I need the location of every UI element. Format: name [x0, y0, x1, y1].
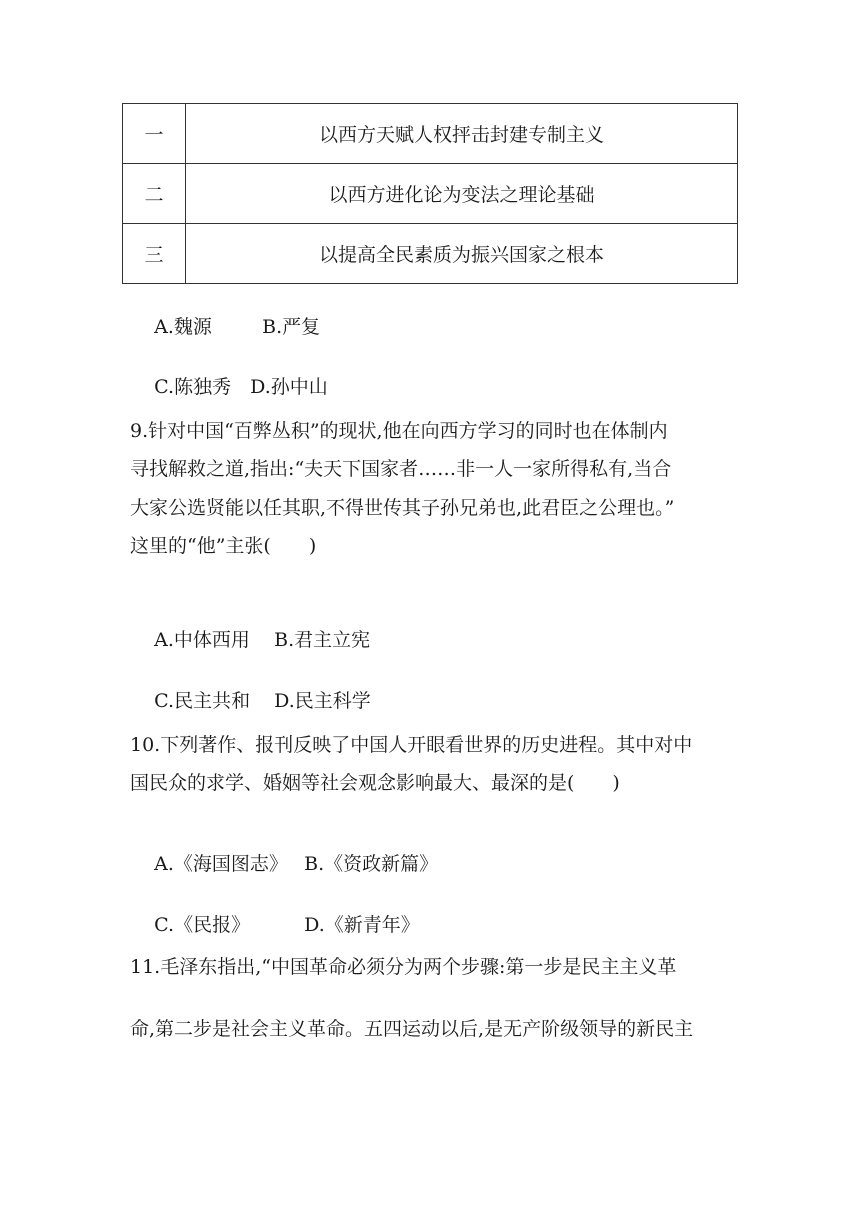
row-text: 以提高全民素质为振兴国家之根本 [186, 224, 738, 284]
row-number: 一 [123, 104, 186, 164]
q11-line-1: 11.毛泽东指出,“中国革命必须分为两个步骤:第一步是民主主义革 [130, 956, 677, 978]
row-text: 以西方天赋人权抨击封建专制主义 [186, 104, 738, 164]
table-row [123, 224, 738, 284]
row-number: 三 [123, 224, 186, 284]
q9-line-2: 寻找解救之道,指出:“夫天下国家者……非一人一家所得私有,当合 [130, 458, 672, 480]
q8-option-c: C.陈独秀 [154, 376, 232, 398]
row-number: 二 [123, 164, 186, 224]
q9-line-3: 大家公选贤能以任其职,不得世传其子孙兄弟也,此君臣之公理也。” [130, 497, 675, 519]
q10-options-row-1 [130, 836, 438, 893]
q10-option-a: A.《海国图志》 [154, 853, 288, 875]
q10-line-2: 国民众的求学、婚姻等社会观念影响最大、最深的是( ) [130, 772, 620, 794]
q9-option-b: B.君主立宪 [274, 629, 371, 651]
q9-line-1: 9.针对中国“百弊丛积”的现状,他在向西方学习的同时也在体制内 [130, 420, 668, 442]
q10-option-d: D.《新青年》 [304, 914, 420, 936]
q8-options-row-1 [130, 299, 320, 356]
q10-option-b: B.《资政新篇》 [304, 853, 439, 875]
info-table [122, 103, 738, 284]
q10-option-c: C.《民报》 [154, 914, 251, 936]
q9-options-row-2 [130, 673, 371, 730]
table-row [123, 104, 738, 164]
q9-options-row-1 [130, 612, 370, 669]
q9-option-c: C.民主共和 [154, 690, 251, 712]
table-row [123, 164, 738, 224]
q8-option-b: B.严复 [262, 316, 321, 338]
row-text: 以西方进化论为变法之理论基础 [186, 164, 738, 224]
q9-option-d: D.民主科学 [274, 690, 371, 712]
q11-line-2: 命,第二步是社会主义革命。五四运动以后,是无产阶级领导的新民主 [130, 1018, 694, 1040]
q10-options-row-2 [130, 897, 420, 954]
q8-options-row-2 [130, 359, 328, 416]
q10-line-1: 10.下列著作、报刊反映了中国人开眼看世界的历史进程。其中对中 [130, 734, 693, 756]
q9-line-4: 这里的“他”主张( ) [130, 535, 317, 557]
q8-option-d: D.孙中山 [250, 376, 328, 398]
q8-option-a: A.魏源 [154, 316, 212, 338]
q9-option-a: A.中体西用 [154, 629, 250, 651]
